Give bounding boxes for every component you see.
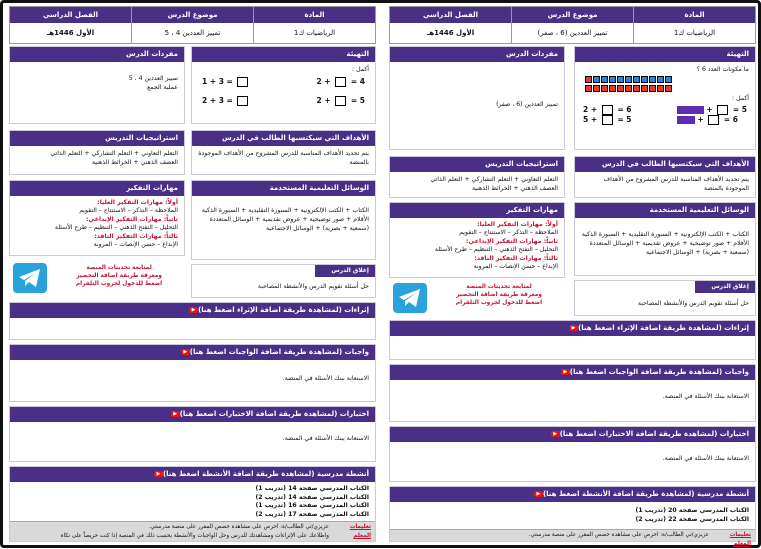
activities-title[interactable]: [390, 487, 755, 502]
bead: [609, 85, 616, 92]
preparation-lead-2: أكمل :: [732, 95, 749, 102]
bead: [665, 76, 672, 83]
preparation-section: [574, 46, 756, 150]
tests-text: الاستعانة ببنك الأسئلة في المنصة.: [662, 455, 749, 462]
telegram-note-1: لمتابعة تحديثات المنصة: [466, 284, 532, 290]
telegram-note-1: لمتابعة تحديثات المنصة: [86, 265, 152, 271]
homework-title-text: واجبات (لمشاهدة طريقة اضافة الواجبات اضغط هنا): [189, 348, 369, 356]
telegram-note-3: اضغط للدخول لجروب التلقرام: [75, 281, 163, 287]
activity-item: الكتاب المدرسي صفحة 22 (تدريب 2): [635, 516, 749, 523]
topic-label: موضوع الدرس: [132, 7, 253, 23]
closing-title: إغلاق الدرس: [315, 265, 375, 277]
bead: [641, 76, 648, 83]
tools-text-3: (سمعية + بصرية) + الوسائل الاجتماعية: [265, 225, 369, 232]
skills-heading-3: ثالثاً: مهارات التفكير الناقد:: [94, 232, 178, 240]
bead: [625, 85, 632, 92]
tests-title[interactable]: [10, 407, 375, 422]
telegram-note-2: ومعرفة طريقة اضافة التحضير: [456, 292, 542, 298]
equation: 2 + 3 =: [202, 96, 250, 106]
tests-title-text: اختبارات (لمشاهدة طريقة اضافة الاختبارات اضغط هنا): [559, 430, 749, 438]
bead: [609, 76, 616, 83]
tests-text: الاستعانة ببنك الأسئلة في المنصة.: [282, 435, 369, 442]
bead: [649, 76, 656, 83]
activity-item: الكتاب المدرسي صفحة 16 (تدريب 1): [255, 502, 369, 509]
homework-text: الاستعانة ببنك الأسئلة في المنصة.: [282, 375, 369, 382]
tests-title[interactable]: [390, 427, 755, 442]
youtube-icon[interactable]: ▶: [171, 411, 180, 417]
tools-text: الكتاب + الكتب الإلكترونية + السبورة التقليدية + السبورة الذكية: [201, 207, 369, 214]
tools-text-2: الأقلام + صور توضيحية + عروض تقديمية + الوسائل المتعددة: [589, 240, 749, 247]
teacher-notes-text-2: واطلاعك على الإثراءات ومشاهدتك للدرس وحل الواجبات والأنشطة بحسب ذلك في المنصة إذا كنت حريصاً على نكاة: [60, 533, 329, 539]
subject-value: الرياضيات ك1: [634, 23, 755, 43]
tools-section: [191, 180, 376, 260]
subject-label: المادة: [254, 7, 375, 23]
closing-text: حل أسئلة تقويم الدرس والأنشطة المصاحبة: [257, 283, 369, 290]
telegram-note-2: ومعرفة طريقة اضافة التحضير: [76, 273, 162, 279]
strategies-title: استراتيجيات التدريس: [390, 157, 564, 172]
skills-text-1: الملاحظة – التذكر – الاستنتاج – التقويم: [459, 229, 558, 237]
equation: 5 + = 5: [583, 115, 632, 124]
goals-section: [574, 156, 756, 198]
skills-text-1: الملاحظة – التذكر – الاستنتاج – التقويم: [79, 207, 178, 215]
preparation-lead: أكمل :: [352, 66, 369, 73]
tests-title-text: اختبارات (لمشاهدة طريقة اضافة الاختبارات اضغط هنا): [179, 410, 369, 418]
tests-section: [9, 406, 376, 462]
thinking-skills-section: [9, 180, 185, 256]
strategies-section: [9, 130, 185, 175]
equation: 2 + = 6: [583, 105, 632, 114]
thinking-skills-title: مهارات التفكير: [390, 203, 564, 218]
thinking-skills-section: [389, 202, 565, 278]
vocabulary-text: تمييز العددين 4 ، 5: [128, 75, 178, 82]
goals-title: الأهداف التي سيكتسبها الطالب في الدرس: [575, 157, 755, 172]
bead: [617, 76, 624, 83]
homework-section: [389, 364, 756, 422]
goals-text: يتم تحديد الأهداف المناسبة للدرس المشروح من الأهداف الموجودة بالمنصة: [198, 150, 369, 166]
activity-item: الكتاب المدرسي صفحة 14 (تدريب 1): [255, 485, 369, 492]
teacher-notes-label: تعليمات المعلم: [349, 524, 371, 539]
tools-title: الوسائل التعليمية المستخدمة: [575, 203, 755, 218]
closing-section: [191, 264, 376, 298]
strategies-text-2: العصف الذهني + الخرائط الذهنية: [91, 159, 178, 166]
bead: [649, 85, 656, 92]
goals-section: [191, 130, 376, 175]
vocabulary-section: [9, 46, 185, 124]
teacher-notes-text-1: عزيزي/تي الطالب/ة: احرص على مشاهدة حصص المقرر على منصة مدرستي.: [148, 524, 329, 530]
skills-text-3: الإبداع – حسن الإنصات – المرونة: [93, 241, 178, 249]
bead: [657, 85, 664, 92]
closing-text: حل أسئلة تقويم الدرس والأنشطة المصاحبة: [637, 300, 749, 307]
skills-heading-2: ثانياً: مهارات التفكير الإبداعي:: [466, 237, 558, 245]
activities-title-text: أنشطة مدرسية (لمشاهدة طريقة اضافة الأنشطة اضغط هنا): [542, 490, 749, 498]
activities-title-text: أنشطة مدرسية (لمشاهدة طريقة اضافة الأنشطة اضغط هنا): [162, 470, 369, 478]
bead: [585, 76, 592, 83]
enrichment-section: [389, 320, 756, 360]
bead: [633, 76, 640, 83]
vocabulary-title: مفردات الدرس: [10, 47, 184, 62]
term-value: الأول 1446هـ: [10, 23, 131, 43]
goals-title: الأهداف التي سيكتسبها الطالب في الدرس: [192, 131, 375, 146]
activity-item: الكتاب المدرسي صفحة 20 (تدريب 1): [635, 507, 749, 514]
activity-item: الكتاب المدرسي صفحة 17 (تدريب 2): [255, 510, 369, 518]
tools-section: [574, 202, 756, 276]
teacher-notes: [390, 529, 755, 547]
equation: 2 + = 4: [316, 77, 365, 86]
preparation-title: التهيئة: [192, 47, 375, 62]
youtube-icon[interactable]: ▶: [534, 491, 543, 497]
term-value: الأول 1446هـ: [390, 23, 511, 43]
teacher-notes-label: تعليمات المعلم: [729, 532, 751, 547]
enrichment-title[interactable]: [390, 321, 755, 336]
activity-item: الكتاب المدرسي صفحة 14 (تدريب 2): [255, 493, 369, 501]
vocabulary-section: [389, 46, 565, 150]
lesson-header: [389, 6, 756, 44]
preparation-section: [191, 46, 376, 124]
bead: [641, 85, 648, 92]
lesson-header: [9, 6, 376, 44]
skills-heading-2: ثانياً: مهارات التفكير الإبداعي:: [86, 215, 178, 223]
teacher-notes-text-1: عزيزي/تي الطالب/ة: احرص على مشاهدة حصص المقرر على منصة مدرستي.: [528, 532, 709, 538]
homework-title[interactable]: [10, 345, 375, 360]
skills-text-2: التحليل – التفتح الذهني – التنظيم – طرح الأسئلة: [434, 246, 558, 254]
strategies-title: استراتيجيات التدريس: [10, 131, 184, 146]
preparation-lead: ما مكونات العدد 6 ؟: [696, 66, 749, 73]
strategies-text: التعلم التعاوني + التعلم التشاركي + التعلم الذاتي: [50, 150, 178, 157]
topic-value: تمييز العددين (6 ، صفر): [512, 23, 633, 43]
youtube-icon[interactable]: ▶: [569, 325, 578, 331]
youtube-icon[interactable]: ▶: [551, 431, 560, 437]
telegram-note-3: اضغط للدخول لجروب التلقرام: [455, 300, 543, 306]
closing-section: [574, 280, 756, 316]
teacher-notes: [10, 521, 375, 541]
bead: [665, 85, 672, 92]
activities-section: [9, 466, 376, 542]
bead: [601, 85, 608, 92]
bead-row: [585, 76, 749, 83]
youtube-icon[interactable]: ▶: [561, 369, 570, 375]
lesson-plan-page-2: [389, 6, 756, 547]
topic-label: موضوع الدرس: [512, 7, 633, 23]
vocabulary-text: تمييز العددين (6 ، صفر): [496, 101, 558, 108]
telegram-icon[interactable]: [393, 283, 427, 313]
youtube-icon[interactable]: ▶: [181, 349, 190, 355]
tools-title: الوسائل التعليمية المستخدمة: [192, 181, 375, 196]
telegram-promo[interactable]: [389, 280, 565, 316]
equation: 2 + = 5: [316, 96, 365, 105]
bead-row: [585, 85, 749, 92]
lesson-plan-page-1: [9, 6, 376, 542]
preparation-title: التهيئة: [575, 47, 755, 62]
goals-text: يتم تحديد الأهداف المناسبة للدرس المشروح من الأهداف الموجودة بالمنصة: [603, 176, 749, 192]
strategies-text-2: العصف الذهني + الخرائط الذهنية: [471, 185, 558, 192]
tools-text-3: (سمعية + بصرية) + الوسائل الاجتماعية: [645, 249, 749, 256]
bead: [585, 85, 592, 92]
strategies-text: التعلم التعاوني + التعلم التشاركي + التعلم الذاتي: [430, 176, 558, 183]
tests-section: [389, 426, 756, 482]
vocabulary-text-2: عملية الجمع: [147, 84, 178, 91]
bead: [617, 85, 624, 92]
activities-title[interactable]: [10, 467, 375, 482]
homework-section: [9, 344, 376, 402]
strategies-section: [389, 156, 565, 198]
subject-value: الرياضيات ك1: [254, 23, 375, 43]
telegram-promo[interactable]: [9, 260, 185, 298]
homework-title[interactable]: [390, 365, 755, 380]
homework-title-text: واجبات (لمشاهدة طريقة اضافة الواجبات اضغط هنا): [569, 368, 749, 376]
closing-title: إغلاق الدرس: [695, 281, 755, 293]
enrichment-title-text: إثراءات (لمشاهدة طريقة اضافة الإثراء اضغط هنا): [198, 306, 369, 314]
equation: + = 5: [677, 105, 747, 115]
bead: [625, 76, 632, 83]
subject-label: المادة: [634, 7, 755, 23]
enrichment-section: [9, 302, 376, 340]
term-label: الفصل الدراسي: [10, 7, 131, 23]
skills-heading-3: ثالثاً: مهارات التفكير الناقد:: [474, 254, 558, 262]
skills-heading-1: أولاً: مهارات التفكير العليا:: [97, 199, 178, 206]
skills-text-3: الإبداع – حسن الإنصات – المرونة: [473, 263, 558, 271]
term-label: الفصل الدراسي: [390, 7, 511, 23]
tools-text: الكتاب + الكتب الإلكترونية + السبورة التقليدية + السبورة الذكية: [581, 231, 749, 238]
thinking-skills-title: مهارات التفكير: [10, 181, 184, 196]
bead: [657, 76, 664, 83]
activities-section: [389, 486, 756, 547]
youtube-icon[interactable]: ▶: [154, 471, 163, 477]
topic-value: تمييز العددين 4 ، 5: [132, 23, 253, 43]
tools-text-2: الأقلام + صور توضيحية + عروض تقديمية + الوسائل المتعددة: [209, 216, 369, 223]
skills-heading-1: أولاً: مهارات التفكير العليا:: [477, 221, 558, 228]
equation: + = 6: [677, 115, 738, 125]
bead: [593, 85, 600, 92]
youtube-icon[interactable]: ▶: [189, 307, 198, 313]
equation: 1 + 3 =: [202, 77, 250, 87]
bead: [601, 76, 608, 83]
bead: [593, 76, 600, 83]
telegram-icon[interactable]: [13, 263, 47, 293]
enrichment-title-text: إثراءات (لمشاهدة طريقة اضافة الإثراء اضغط هنا): [578, 324, 749, 332]
enrichment-title[interactable]: [10, 303, 375, 318]
skills-text-2: التحليل – التفتح الذهني – التنظيم – طرح الأسئلة: [54, 224, 178, 232]
bead: [633, 85, 640, 92]
homework-text: الاستعانة ببنك الأسئلة في المنصة.: [662, 393, 749, 400]
vocabulary-title: مفردات الدرس: [390, 47, 564, 62]
